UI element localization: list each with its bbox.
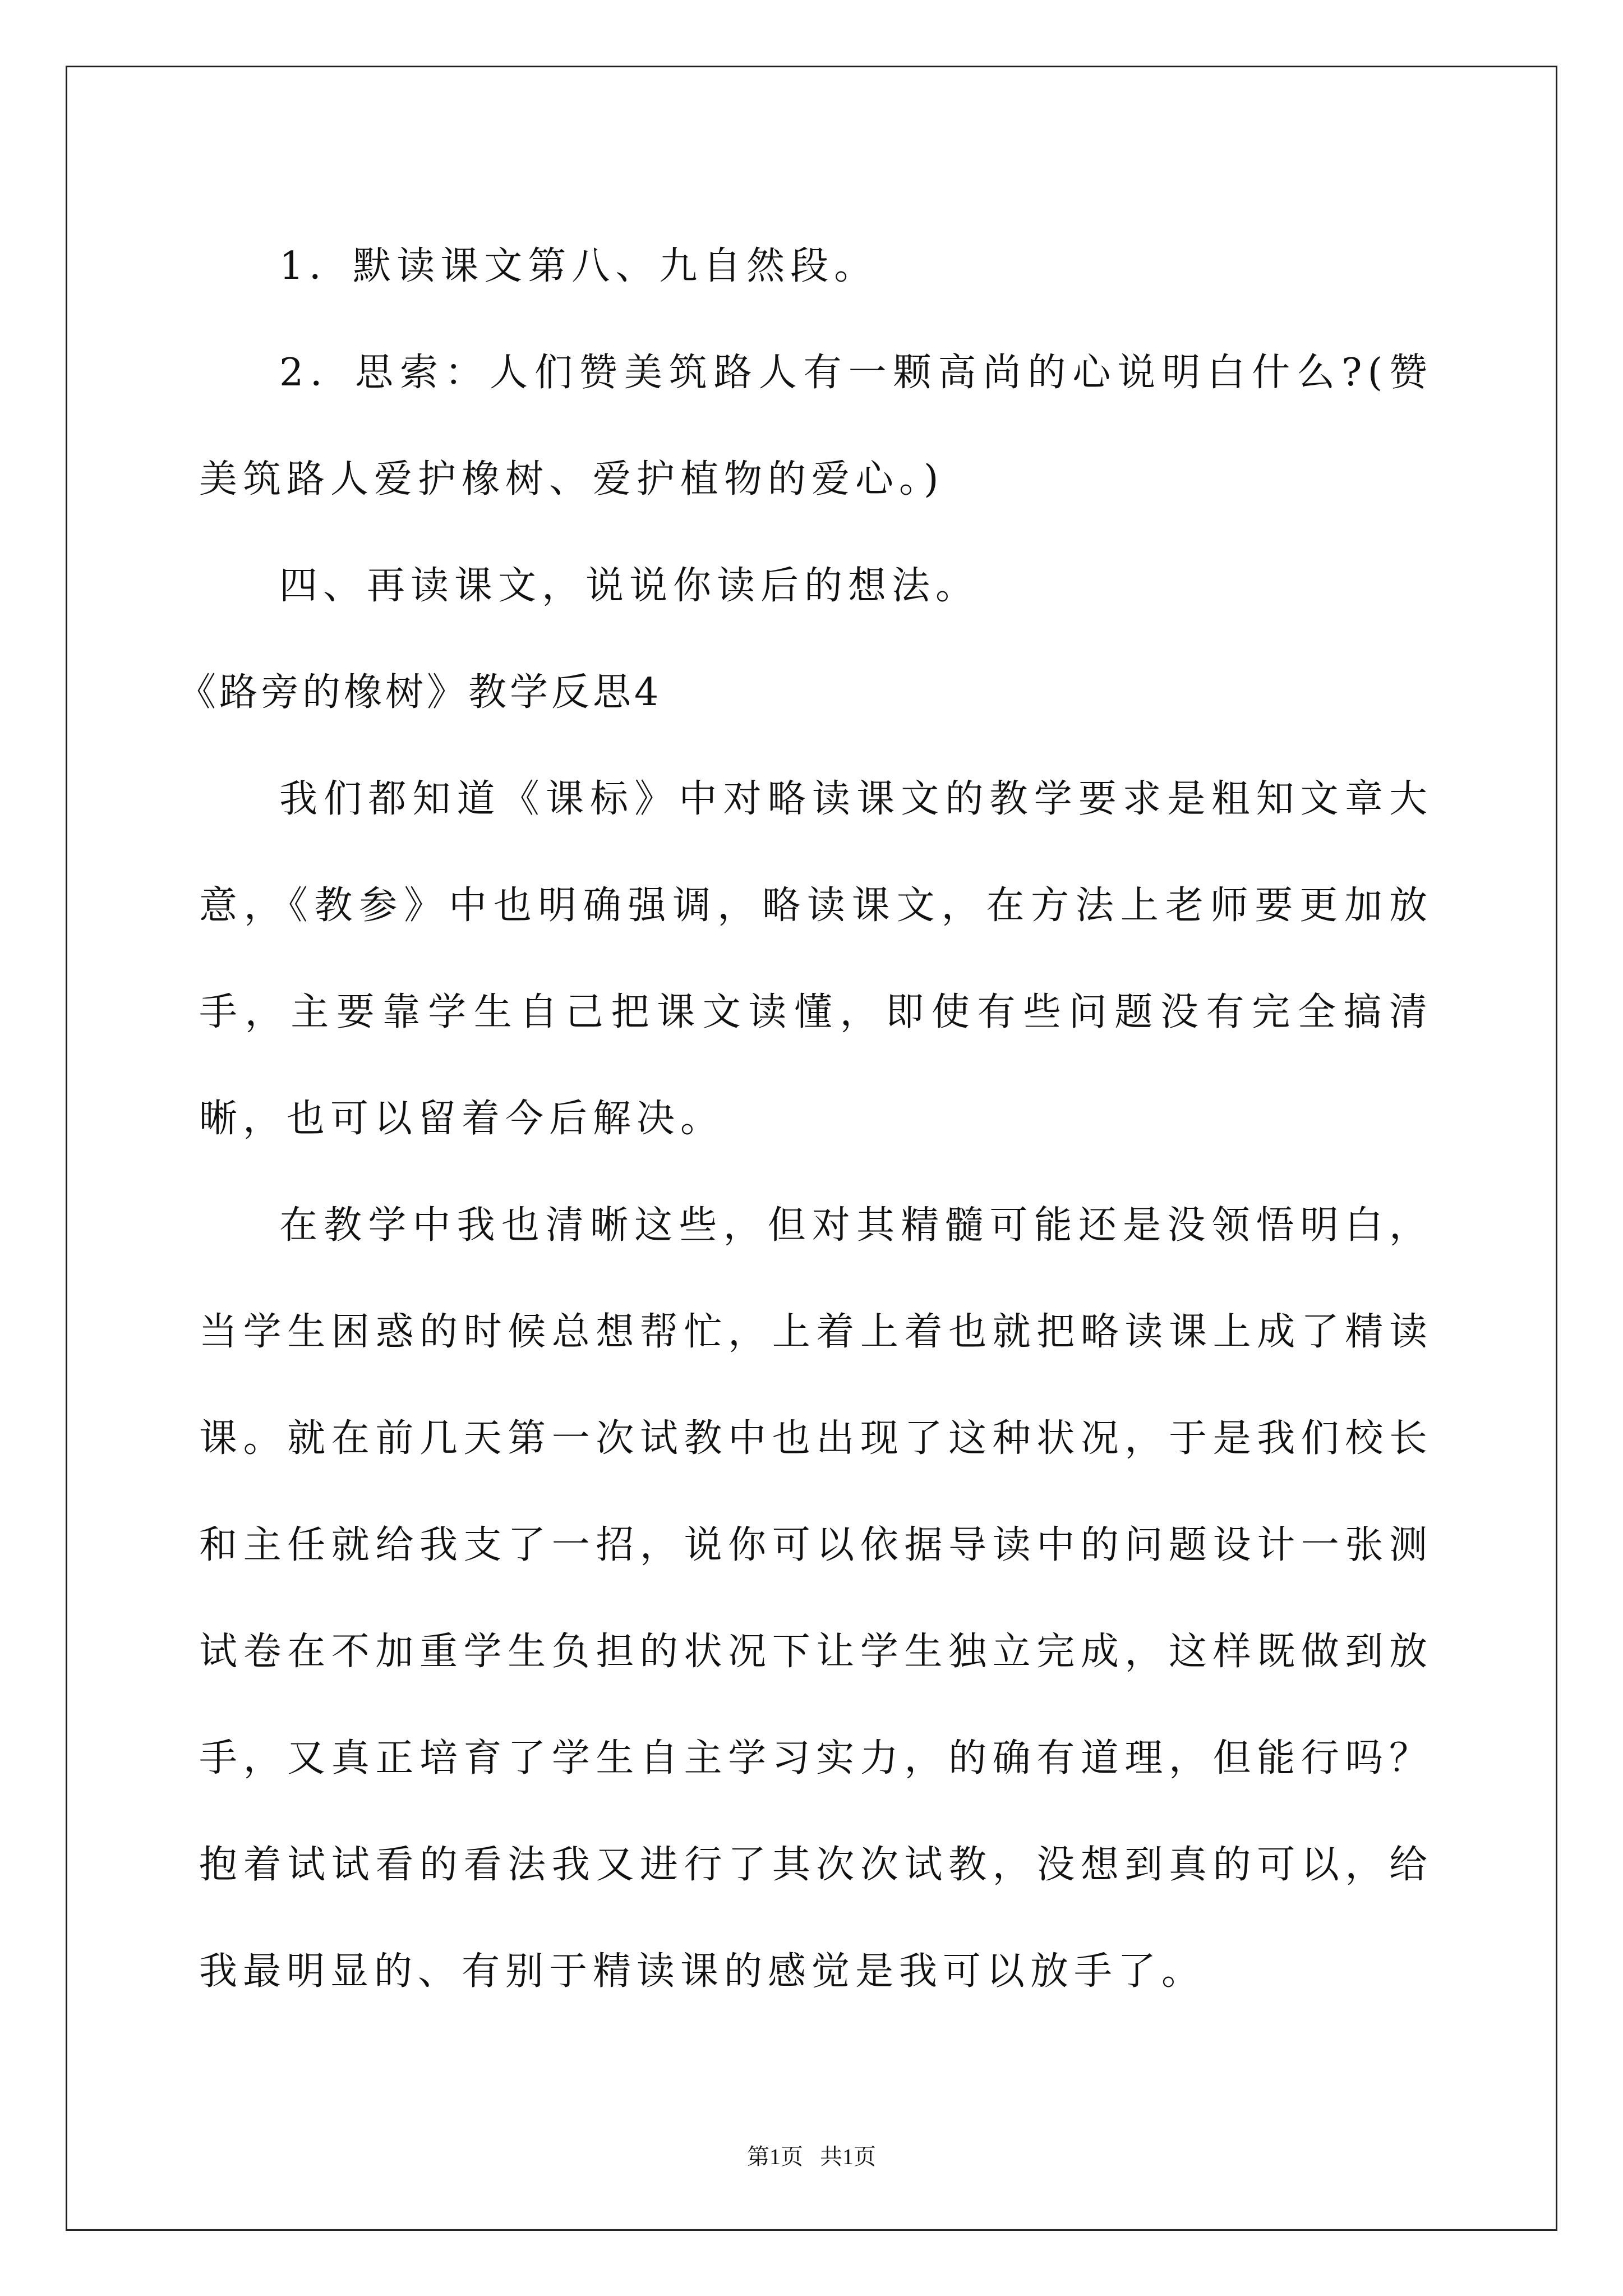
document-body bbox=[178, 213, 1433, 2025]
paragraph-reflection-1: 我们都知道《课标》中对略读课文的教学要求是粗知文章大意，《教参》中也明确强调，略读课文，在方法上老师要更加放手，主要靠学生自己把课文读懂，即使有些问题没有完全搞清晰，也可以留着今后解决。 bbox=[199, 777, 1433, 1141]
paragraph-section-four: 四、再读课文，说说你读后的想法。 bbox=[279, 564, 980, 608]
paragraph-reflection-2: 在教学中我也清晰这些，但对其精髓可能还是没领悟明白，当学生困惑的时候总想帮忙，上着上着也就把略读课上成了精读课。就在前几天第一次试教中也出现了这种状况，于是我们校长和主任就给我支了一招，说你可以依据导读中的问题设计一张测试卷在不加重学生负担的状况下让学生独立完成，这样既做到放手，又真正培育了学生自主学习实力，的确有道理，但能行吗？抱着试试看的看法我又进行了其次次试教，没想到真的可以，给我最明显的、有别于精读课的感觉是我可以放手了。 bbox=[199, 1203, 1433, 1994]
page-footer: 第1页 共1页 bbox=[747, 2144, 876, 2169]
section-heading: 《路旁的橡树》教学反思4 bbox=[178, 670, 662, 715]
paragraph-step-1: 1．默读课文第八、九自然段。 bbox=[279, 244, 878, 288]
paragraph-step-2: 2．思索：人们赞美筑路人有一颗高尚的心说明白什么?(赞美筑路人爱护橡树、爱护植物的爱心。) bbox=[199, 351, 1433, 501]
